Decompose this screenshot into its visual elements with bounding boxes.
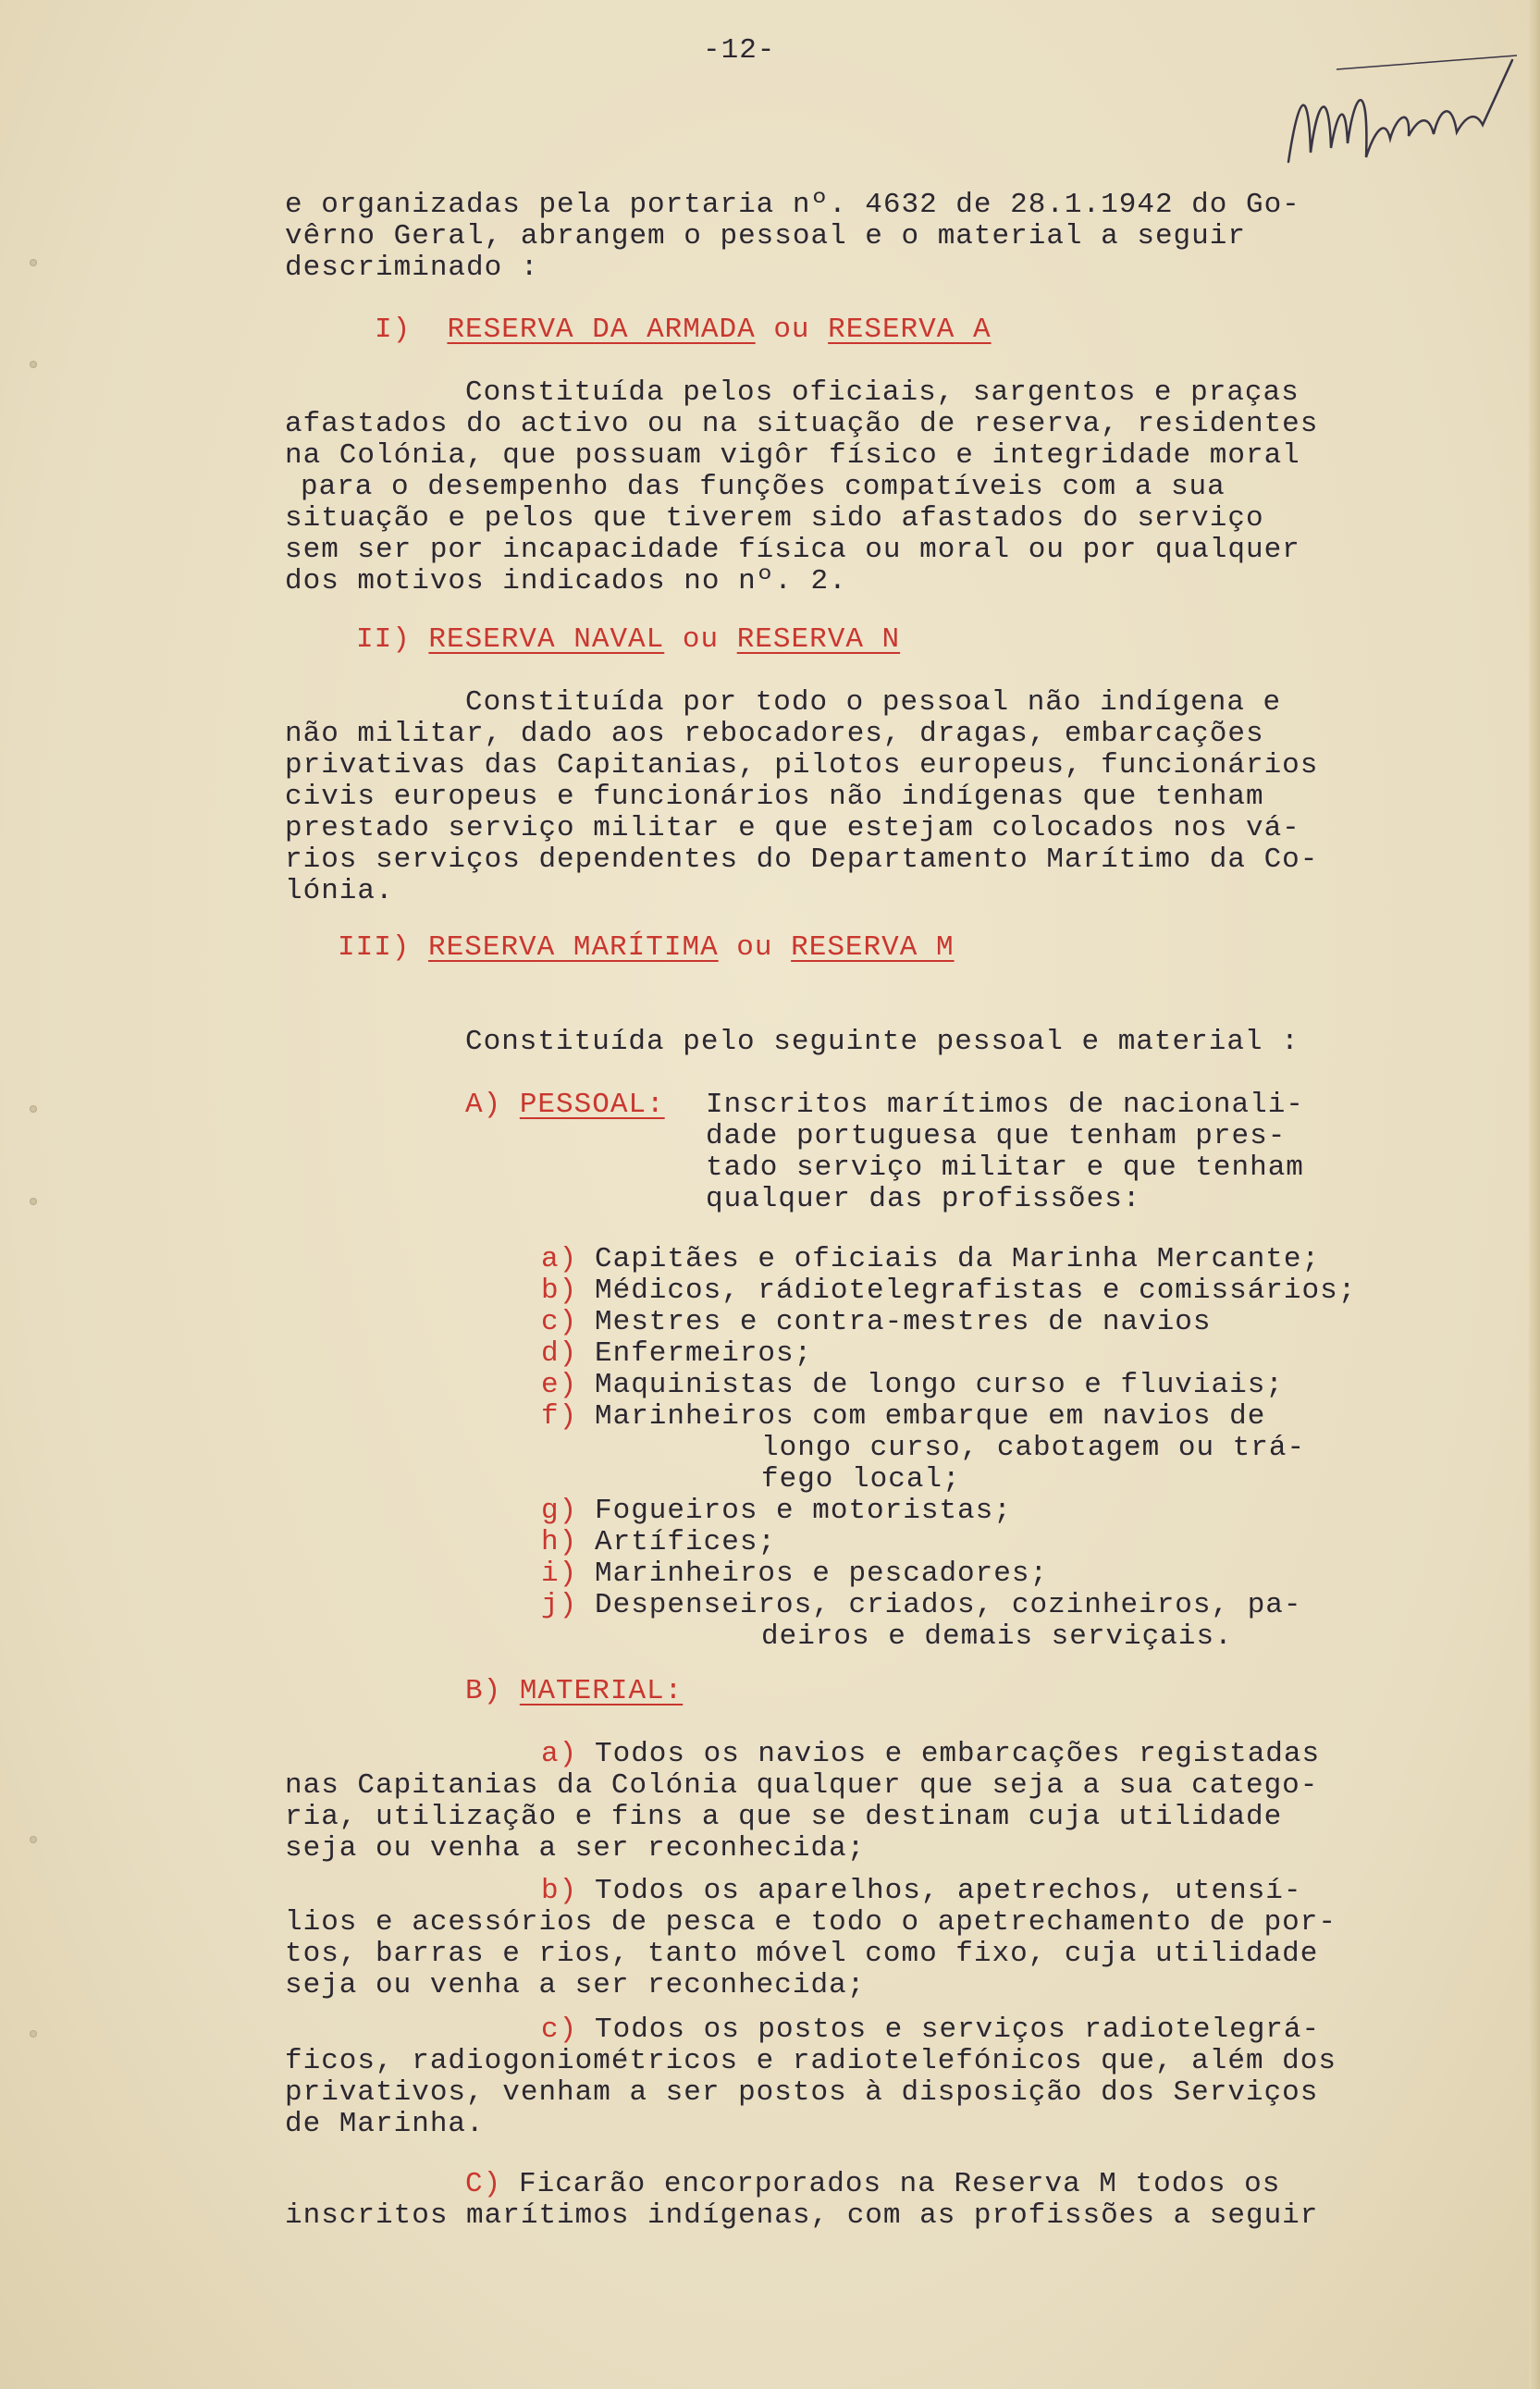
list-item: Artífices; bbox=[595, 1526, 777, 1558]
list-letter: a) bbox=[541, 1243, 578, 1275]
body-line: para o desempenho das funções compatíveis com a sua bbox=[301, 471, 1226, 503]
pessoal-heading bbox=[465, 1090, 665, 1121]
list-letter: g) bbox=[541, 1495, 578, 1527]
subsection-label: MATERIAL: bbox=[519, 1675, 684, 1707]
list-item: Marinheiros com embarque em navios de bbox=[595, 1400, 1266, 1433]
list-item: Maquinistas de longo curso e fluviais; bbox=[595, 1369, 1284, 1401]
material-line: de Marinha. bbox=[285, 2108, 485, 2140]
section-heading-2 bbox=[356, 624, 900, 656]
subsection-label: PESSOAL: bbox=[519, 1089, 665, 1121]
punch-hole bbox=[30, 1105, 37, 1113]
list-item: Enfermeiros; bbox=[595, 1337, 813, 1370]
section-lead: Constituída pelo seguinte pessoal e material : bbox=[465, 1026, 1300, 1058]
page-number: -12- bbox=[703, 34, 776, 67]
handwritten-signature bbox=[1281, 51, 1522, 199]
section-numeral: I) bbox=[375, 314, 412, 346]
body-line: dos motivos indicados no nº. 2. bbox=[285, 565, 847, 597]
section-or: ou bbox=[736, 931, 773, 964]
section-numeral: III) bbox=[338, 931, 411, 964]
material-line: privativos, venham a ser postos à disposição dos Serviços bbox=[285, 2076, 1319, 2109]
material-line: ria, utilização e fins a que se destinam cuja utilidade bbox=[285, 1801, 1283, 1833]
material-line: Todos os navios e embarcações registadas bbox=[595, 1738, 1321, 1770]
section-title: RESERVA MARÍTIMA bbox=[428, 931, 719, 964]
pessoal-text: qualquer das profissões: bbox=[706, 1183, 1141, 1215]
list-item: Marinheiros e pescadores; bbox=[595, 1558, 1049, 1590]
pessoal-text: dade portuguesa que tenham pres- bbox=[706, 1120, 1287, 1152]
section-or: ou bbox=[773, 314, 810, 346]
paper-edge bbox=[1529, 0, 1540, 2389]
list-letter: b) bbox=[541, 1275, 578, 1307]
list-letter: e) bbox=[541, 1369, 578, 1401]
intro-line: vêrno Geral, abrangem o pessoal e o material a seguir bbox=[285, 220, 1246, 252]
material-line: nas Capitanias da Colónia qualquer que seja a sua catego- bbox=[285, 1769, 1319, 1802]
subsection-letter: C) bbox=[465, 2168, 502, 2200]
list-letter: j) bbox=[541, 1589, 578, 1621]
section-numeral: II) bbox=[356, 623, 411, 656]
list-item: Mestres e contra-mestres de navios bbox=[595, 1306, 1212, 1338]
material-line: seja ou venha a ser reconhecida; bbox=[285, 1832, 866, 1865]
subsection-letter: B) bbox=[465, 1675, 502, 1707]
c-line: inscritos marítimos indígenas, com as profissões a seguir bbox=[285, 2199, 1319, 2232]
material-line: tos, barras e rios, tanto móvel como fixo, cuja utilidade bbox=[285, 1938, 1319, 1970]
body-line: rios serviços dependentes do Departamento Marítimo da Co- bbox=[285, 844, 1319, 876]
body-line: não militar, dado aos rebocadores, dragas, embarcações bbox=[285, 718, 1264, 750]
section-title: RESERVA N bbox=[736, 623, 901, 656]
section-title: RESERVA M bbox=[791, 931, 955, 964]
material-line: Todos os postos e serviços radiotelegrá- bbox=[595, 2013, 1321, 2046]
body-line: sem ser por incapacidade física ou moral ou por qualquer bbox=[285, 534, 1300, 566]
material-line: Todos os aparelhos, apetrechos, utensí- bbox=[595, 1875, 1302, 1907]
section-heading-3 bbox=[338, 932, 955, 964]
punch-hole bbox=[30, 1198, 37, 1205]
list-item: Despenseiros, criados, cozinheiros, pa- bbox=[595, 1589, 1302, 1621]
pessoal-text: tado serviço militar e que tenham bbox=[706, 1151, 1304, 1184]
intro-line: e organizadas pela portaria nº. 4632 de 28.1.1942 do Go- bbox=[285, 189, 1300, 221]
list-item: deiros e demais serviçais. bbox=[761, 1620, 1233, 1653]
punch-hole bbox=[30, 2030, 37, 2038]
section-title: RESERVA NAVAL bbox=[428, 623, 665, 656]
list-item: Médicos, rádiotelegrafistas e comissários; bbox=[595, 1275, 1357, 1307]
material-heading bbox=[465, 1676, 683, 1707]
material-line: lios e acessórios de pesca e todo o apetrechamento de por- bbox=[285, 1906, 1337, 1939]
list-letter: f) bbox=[541, 1400, 578, 1433]
pessoal-text: Inscritos marítimos de nacionali- bbox=[706, 1089, 1304, 1121]
body-line: lónia. bbox=[285, 875, 394, 907]
material-letter: c) bbox=[541, 2013, 578, 2046]
body-line: situação e pelos que tiverem sido afastados do serviço bbox=[285, 502, 1264, 535]
body-line: afastados do activo ou na situação de reserva, residentes bbox=[285, 408, 1319, 440]
section-title: RESERVA A bbox=[828, 314, 992, 346]
c-line: Ficarão encorporados na Reserva M todos os bbox=[519, 2168, 1281, 2200]
subsection-letter: A) bbox=[465, 1089, 502, 1121]
body-line: Constituída por todo o pessoal não indígena e bbox=[465, 686, 1282, 719]
material-letter: b) bbox=[541, 1875, 578, 1907]
list-item: fego local; bbox=[761, 1463, 961, 1496]
body-line: na Colónia, que possuam vigôr físico e integridade moral bbox=[285, 439, 1300, 472]
list-letter: c) bbox=[541, 1306, 578, 1338]
punch-hole bbox=[30, 1836, 37, 1843]
list-item: Capitães e oficiais da Marinha Mercante; bbox=[595, 1243, 1321, 1275]
section-heading-1 bbox=[375, 314, 992, 346]
list-item: Fogueiros e motoristas; bbox=[595, 1495, 1012, 1527]
section-or: ou bbox=[682, 623, 720, 656]
punch-hole bbox=[30, 259, 37, 266]
material-line: ficos, radiogoniométricos e radiotelefónicos que, além dos bbox=[285, 2045, 1337, 2077]
list-letter: d) bbox=[541, 1337, 578, 1370]
intro-line: descriminado : bbox=[285, 252, 539, 284]
list-item: longo curso, cabotagem ou trá- bbox=[761, 1432, 1306, 1464]
body-line: Constituída pelos oficiais, sargentos e praças bbox=[465, 376, 1300, 409]
list-letter: i) bbox=[541, 1558, 578, 1590]
body-line: privativas das Capitanias, pilotos europeus, funcionários bbox=[285, 749, 1319, 782]
punch-hole bbox=[30, 361, 37, 368]
list-letter: h) bbox=[541, 1526, 578, 1558]
material-letter: a) bbox=[541, 1738, 578, 1770]
body-line: prestado serviço militar e que estejam colocados nos vá- bbox=[285, 812, 1300, 844]
body-line: civis europeus e funcionários não indígenas que tenham bbox=[285, 781, 1264, 813]
section-title: RESERVA DA ARMADA bbox=[447, 314, 756, 346]
material-line: seja ou venha a ser reconhecida; bbox=[285, 1969, 866, 2001]
